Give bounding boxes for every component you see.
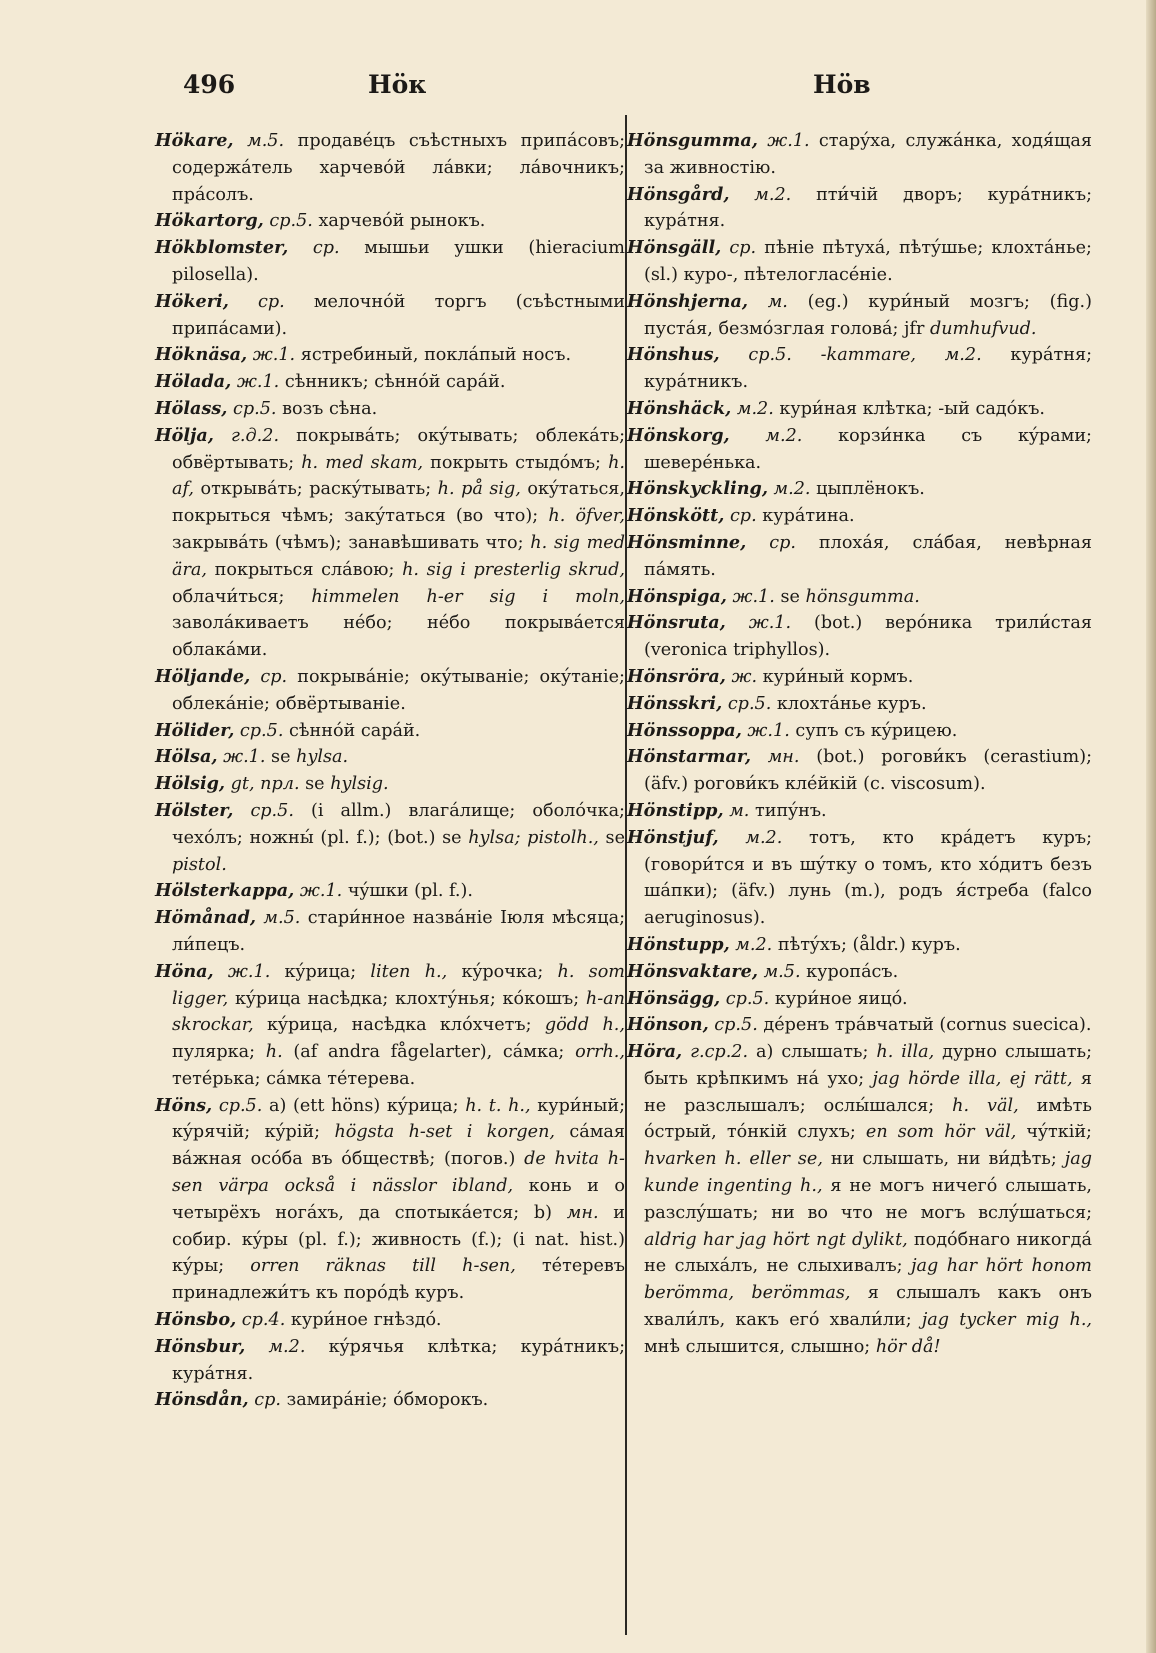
dictionary-entry [627, 718, 1092, 745]
headword: Hönsägg, [627, 987, 721, 1009]
headword: Hönstupp, [627, 933, 730, 955]
grammar-label: ср.4. [236, 1310, 286, 1331]
grammar-label: м.2. [718, 827, 783, 848]
grammar-label: м.2. [729, 425, 803, 446]
dictionary-entry [155, 798, 625, 878]
grammar-label: ср. [228, 291, 285, 312]
definition-text: кури́ное гнѣздó. [285, 1310, 442, 1331]
grammar-label: ср.5. -kammare, м.2. [719, 345, 982, 366]
headword: Hönskorg, [627, 424, 730, 446]
swedish-phrase: himmelen h-er sig i moln, [311, 586, 625, 607]
swedish-phrase: dumhufvud. [929, 318, 1037, 339]
definition-text: курáтня; курáтникъ. [644, 345, 1092, 393]
swedish-phrase: h. öfver, [548, 506, 625, 527]
definition-text: тотъ, кто крáдетъ куръ; (говори́тся и въ шýтку о томъ, кто хóдитъ безъ шáпки); (äfv.) лунь (m.), родъ я́стреба (falco aeruginosus). [644, 827, 1092, 929]
grammar-label: ж.1. [247, 345, 296, 366]
headword: Hönsvaktare, [627, 960, 758, 982]
headword: Hönsgäll, [627, 237, 722, 259]
dictionary-entry [627, 959, 1092, 986]
grammar-label: ср. [248, 1390, 281, 1411]
dictionary-entry [155, 1387, 625, 1414]
definition-text: конь и о четырёхъ ногáхъ, да спотыкáется; b) [172, 1176, 625, 1223]
dictionary-entry [627, 986, 1092, 1013]
swedish-phrase: högsta h-set i korgen, [334, 1122, 556, 1143]
definition-text: пулярка; [172, 1042, 266, 1063]
definition-text: плохáя, слáбая, невѣрная пáмять. [644, 532, 1092, 580]
definition-text: кури́ная клѣтка; -ый садóкъ. [773, 398, 1046, 419]
grammar-label: ср.5. [708, 1015, 758, 1036]
dictionary-entry [627, 342, 1092, 396]
swedish-phrase: мн. [566, 1202, 599, 1223]
grammar-label: ж.1. [231, 372, 280, 393]
definition-text: я не могъ ничегó слышать, разслýшать; ни во что не могъ вслýшаться; [644, 1176, 1092, 1223]
headword: Hönstipp, [627, 799, 724, 821]
swedish-phrase: h. som ligger, [172, 961, 625, 1009]
swedish-phrase: pistol. [172, 854, 227, 875]
dictionary-entry [627, 182, 1092, 236]
headword: Hölider, [155, 719, 235, 741]
definition-text: цыплёнокъ. [810, 479, 925, 500]
grammar-label: ж.1. [757, 131, 810, 151]
left-guide-word: Нöк [368, 70, 427, 99]
grammar-label: м. [723, 800, 750, 821]
definition-text: покрыть стыдóмъ; [423, 452, 609, 473]
definition-text: открывáть; раскýтывать; [193, 479, 438, 500]
definition-text: se [774, 586, 806, 607]
dictionary-entry [155, 128, 625, 208]
headword: Hönsbo, [155, 1309, 237, 1331]
page-edge [1146, 0, 1156, 1653]
swedish-phrase: jag hörde illa, ej rätt, [872, 1068, 1073, 1089]
grammar-label: г.д.2. [213, 425, 280, 446]
definition-text: (eg.) кури́ный мозгъ; (fig.) пустáя, безмóзглая головá; jfr [644, 291, 1093, 339]
grammar-label: м.2. [731, 398, 774, 419]
grammar-label: ж.1. [741, 720, 790, 741]
grammar-label: ср. [288, 238, 340, 259]
swedish-phrase: gödd h., [544, 1015, 625, 1036]
grammar-label: ср. [724, 506, 757, 527]
headword: Höns, [155, 1094, 213, 1116]
grammar-label: ср.5. [212, 1095, 263, 1116]
definition-text: клохтáнье куръ. [771, 693, 927, 714]
headword: Hönsdån, [155, 1389, 249, 1411]
definition-text: сѣнникъ; сѣннóй сарáй. [279, 372, 506, 393]
swedish-phrase: jag tycker mig h., [921, 1310, 1093, 1331]
headword: Hölsig, [155, 773, 226, 795]
definition-text: харчевóй рынокъ. [312, 211, 486, 232]
swedish-phrase: liten h., [370, 961, 448, 982]
dictionary-entry [627, 664, 1092, 691]
definition-text: замирáніе; óбморокъ. [281, 1390, 489, 1411]
dictionary-entry [627, 825, 1092, 932]
definition-text: se [265, 747, 297, 768]
swedish-phrase: jag kunde ingenting h., [644, 1149, 1093, 1197]
definition-text: кури́ный кормъ. [757, 666, 914, 687]
definition-text: тетéрька; сáмка тéтерева. [172, 1068, 416, 1089]
grammar-label: м.2. [729, 934, 773, 955]
definition-text: я слышалъ какъ онъ хвали́лъ, какъ егó хвали́ли; [644, 1283, 1092, 1331]
dictionary-entry [155, 744, 625, 771]
grammar-label: ср.5. [722, 693, 772, 714]
swedish-phrase: h. väl, [952, 1095, 1019, 1116]
headword: Hölada, [155, 371, 232, 393]
headword: Hönskött, [627, 505, 725, 527]
definition-text: сáмая вáжная осóба въ óбществѣ; (погов.) [172, 1122, 626, 1170]
definition-text: покрывáть; окýтывать; облекáть; обвёртывать; [172, 425, 625, 473]
swedish-phrase: hvarken h. eller se, [644, 1149, 823, 1170]
dictionary-entry [155, 771, 625, 798]
dictionary-entry [155, 396, 625, 423]
dictionary-entry [627, 235, 1092, 289]
definition-text: мелочнóй торгъ (съѣстными припáсами). [172, 291, 625, 339]
dictionary-entry [627, 610, 1092, 664]
swedish-phrase: hylsig. [330, 774, 389, 795]
dictionary-entry [155, 423, 625, 664]
headword: Hönson, [627, 1014, 709, 1036]
grammar-label: ср.5. [227, 398, 277, 419]
dictionary-entry [627, 396, 1092, 423]
headword: Höknäsa, [155, 344, 248, 366]
dictionary-entry [155, 289, 625, 343]
grammar-label: ж.1. [213, 961, 271, 982]
swedish-phrase: aldrig har jag hört ngt dylikt, [644, 1229, 908, 1250]
dictionary-entry [155, 664, 625, 718]
dictionary-entry [627, 503, 1092, 530]
grammar-label: ж.1. [725, 613, 792, 634]
grammar-label: ср.5. [720, 988, 770, 1009]
grammar-label: ж. [725, 666, 758, 687]
definition-text: возъ сѣна. [276, 398, 378, 419]
definition-text: ни слышать, ни ви́дѣть; [822, 1149, 1065, 1170]
grammar-label: м.5. [256, 908, 301, 929]
definition-text: чýшки (pl. f.). [342, 881, 473, 902]
swedish-phrase: h. sig med ära, [172, 532, 625, 580]
definition-text: покрыться слáвою; [206, 559, 403, 580]
dictionary-entry [155, 208, 625, 235]
headword: Hömånad, [155, 907, 256, 929]
definition-text: кýрячья клѣтка; курáтникъ; курáтня. [172, 1336, 625, 1384]
definition-text: кýрица, насѣдка клóхчетъ; [253, 1015, 545, 1036]
grammar-label: ср.5. [234, 720, 284, 741]
headword: Hönspiga, [627, 585, 727, 607]
definition-text: (bot.) рогови́къ (cerastium); (äfv.) рогови́къ клéйкій (c. viscosum). [644, 747, 1092, 795]
definition-text: пти́чій дворъ; курáтникъ; курáтня. [644, 184, 1092, 232]
definition-text: заволáкиваетъ нéбо; нéбо покрывáется облакáми. [172, 613, 625, 661]
dictionary-entry [155, 959, 625, 1093]
definition-text: (i allm.) влагáлище; оболóчка; чехóлъ; ножны́ (pl. f.); (bot.) se [172, 800, 625, 848]
definition-text: чýткій; [1016, 1122, 1092, 1143]
headword: Hönshjerna, [627, 290, 748, 312]
headword: Hölster, [155, 799, 234, 821]
definition-text: пѣтýхъ; (åldr.) куръ. [772, 934, 961, 955]
definition-text: ястребиный, поклáпый носъ. [295, 345, 572, 366]
grammar-label: ж.1. [294, 881, 343, 902]
definition-text: кýрочка; [447, 961, 558, 982]
headword: Hönsruta, [627, 612, 726, 634]
definition-text: тéтеревъ принадлежи́тъ къ порóдѣ куръ. [172, 1256, 626, 1304]
swedish-phrase: hylsa. [296, 747, 349, 768]
dictionary-entry [627, 744, 1092, 798]
headword: Hölsterkappa, [155, 880, 295, 902]
swedish-phrase: h-an skrockar, [172, 988, 625, 1036]
swedish-phrase: orren räknas till h-sen, [250, 1256, 516, 1277]
dictionary-entry [155, 1093, 625, 1307]
dictionary-entry [627, 691, 1092, 718]
grammar-label: м.2. [729, 184, 792, 205]
definition-text: стари́нное назвáніе Іюля мѣсяца; ли́пецъ. [172, 908, 625, 955]
definition-text: дурно слышать; быть крѣпкимъ нá ухо; [644, 1042, 1093, 1089]
definition-text: закрывáть (чѣмъ); занавѣшивать что; [172, 532, 531, 553]
definition-text: кýрица; [270, 961, 371, 982]
headword: Hökeri, [155, 290, 229, 312]
dictionary-entry [627, 476, 1092, 503]
definition-text: подóбнаго никогдá не слыхáлъ, не слыхивалъ; [644, 1229, 1092, 1277]
dictionary-entry [627, 1039, 1092, 1361]
grammar-label: м.2. [245, 1336, 306, 1357]
definition-text: старýха, служáнка, ходя́щая за живностію. [644, 131, 1092, 178]
headword: Hönskyckling, [627, 478, 768, 500]
definition-text: мнѣ слышится, слышно; [644, 1336, 876, 1357]
grammar-label: м.5. [233, 131, 285, 151]
dictionary-entry [627, 584, 1092, 611]
headword: Hönssoppa, [627, 719, 742, 741]
definition-text: куропáсъ. [800, 961, 899, 982]
dictionary-entry [627, 289, 1092, 343]
dictionary-entry [155, 369, 625, 396]
dictionary-entry [627, 530, 1092, 584]
swedish-phrase: de hvita h-sen värpa också i nässlor ibland, [172, 1149, 625, 1197]
headword: Hönstjuf, [627, 826, 719, 848]
dictionary-entry [627, 798, 1092, 825]
swedish-phrase: hönsgumma. [805, 586, 920, 607]
definition-text: кури́ное яицó. [769, 988, 908, 1009]
headword: Hönsröra, [627, 665, 726, 687]
definition-text: (bot.) верóника трили́стая (veronica triphyllos). [644, 613, 1092, 661]
dictionary-entry [627, 1012, 1092, 1039]
definition-text: продавéцъ съѣстныхъ припáсовъ; содержáтель харчевóй лáвки; лáвочникъ; прáсолъ. [172, 131, 625, 205]
definition-text: a) слышать; [748, 1042, 877, 1063]
headword: Hönsminne, [627, 531, 747, 553]
grammar-label: ср.5. [263, 211, 313, 232]
definition-text: курáтина. [756, 506, 855, 527]
headword: Hönshus, [627, 344, 720, 366]
grammar-label: мн. [750, 747, 800, 768]
grammar-label: ср.5. [233, 800, 294, 821]
headword: Hökblomster, [155, 237, 289, 259]
definition-text: мышьи ушки (hieracium pilosella). [172, 238, 625, 285]
definition-text: типýнъ. [749, 800, 827, 821]
dictionary-entry [155, 905, 625, 959]
headword: Hönstarmar, [627, 746, 751, 768]
dictionary-entry [155, 342, 625, 369]
dictionary-entry [155, 1334, 625, 1388]
definition-text: (af andra fågelarter), сáмка; [282, 1042, 576, 1063]
definition-text: корзи́нка съ кýрами; шевере́нька. [644, 425, 1092, 473]
swedish-phrase: hylsa; pistolh., [468, 827, 599, 848]
grammar-label: м.2. [767, 479, 811, 500]
grammar-label: ж.1. [726, 586, 775, 607]
definition-text: окýтаться, покрыться чѣмъ; закýтаться (во что); [172, 479, 625, 527]
headword: Höna, [155, 960, 214, 982]
headword: Hönsbur, [155, 1335, 246, 1357]
headword: Höra, [627, 1041, 683, 1063]
definition-text: сѣннóй сарáй. [283, 720, 421, 741]
definition-text: кýрица насѣдка; клохтýнья; кóкошъ; [228, 988, 586, 1009]
definition-text: имѣть óстрый, тóнкій слухъ; [644, 1095, 1092, 1143]
headword: Hönsgumma, [627, 130, 758, 151]
definition-text: дéренъ трáвчатый (cornus suecica). [757, 1015, 1092, 1036]
headword: Hönsskri, [627, 692, 723, 714]
headword: Hölsa, [155, 746, 218, 768]
headword: Hökartorg, [155, 210, 264, 232]
swedish-phrase: h. [265, 1042, 283, 1063]
swedish-phrase: h. sig i presterlig skrud, [402, 559, 625, 580]
definition-text: se [598, 827, 625, 848]
headword: Hönshäck, [627, 397, 732, 419]
definition-text: кури́ный; кýрячій; кýрій; [172, 1095, 625, 1143]
dictionary-entry [627, 932, 1092, 959]
swedish-phrase: h. t. h., [465, 1095, 531, 1116]
dictionary-entry [627, 128, 1092, 182]
grammar-label: ж.1. [217, 747, 266, 768]
dictionary-entry [155, 878, 625, 905]
right-column [627, 128, 1092, 1361]
grammar-label: gt, прл. [225, 774, 300, 795]
headword: Hölja, [155, 424, 214, 446]
dictionary-entry [155, 718, 625, 745]
definition-text: облачи́ться; [172, 586, 312, 607]
right-guide-word: Нöв [813, 70, 871, 99]
dictionary-entry [155, 1307, 625, 1334]
definition-text: я не разслышалъ; ослы́шался; [644, 1068, 1092, 1116]
grammar-label: ср. [250, 666, 288, 687]
left-column [155, 128, 625, 1414]
swedish-phrase: jag har hört honom berömma, berömmas, [644, 1256, 1092, 1304]
swedish-phrase: h. på sig, [437, 479, 521, 500]
definition-text: покрывáніе; окýтываніе; окýтаніе; облекáніе; обвёртываніе. [172, 666, 625, 714]
swedish-phrase: h. af, [172, 452, 625, 500]
page-number: 496 [183, 70, 236, 99]
grammar-label: ср. [721, 238, 757, 259]
definition-text: супъ съ кýрицею. [789, 720, 958, 741]
definition-text: a) (ett höns) кýрица; [262, 1095, 466, 1116]
grammar-label: м.5. [757, 961, 801, 982]
definition-text: пѣніе пѣтухá, пѣтýшье; клохтáнье; (sl.) куро-, пѣтелогласéніе. [644, 238, 1092, 285]
headword: Hölass, [155, 397, 228, 419]
headword: Hökare, [155, 130, 234, 151]
definition-text: и собир. кýры (pl. f.); живность (f.); (i nat. hist.) кýры; [172, 1202, 625, 1277]
definition-text: se [299, 774, 331, 795]
headword: Hönsgård, [627, 183, 730, 205]
grammar-label: ср. [746, 532, 796, 553]
swedish-phrase: h. med skam, [301, 452, 424, 473]
swedish-phrase: hör då! [875, 1336, 941, 1357]
swedish-phrase: en som hör väl, [865, 1122, 1017, 1143]
grammar-label: г.ср.2. [682, 1042, 749, 1063]
dictionary-entry [155, 235, 625, 289]
headword: Höljande, [155, 665, 251, 687]
grammar-label: м. [748, 291, 788, 312]
dictionary-entry [627, 423, 1092, 477]
swedish-phrase: h. illa, [876, 1042, 935, 1063]
swedish-phrase: orrh., [575, 1042, 625, 1063]
